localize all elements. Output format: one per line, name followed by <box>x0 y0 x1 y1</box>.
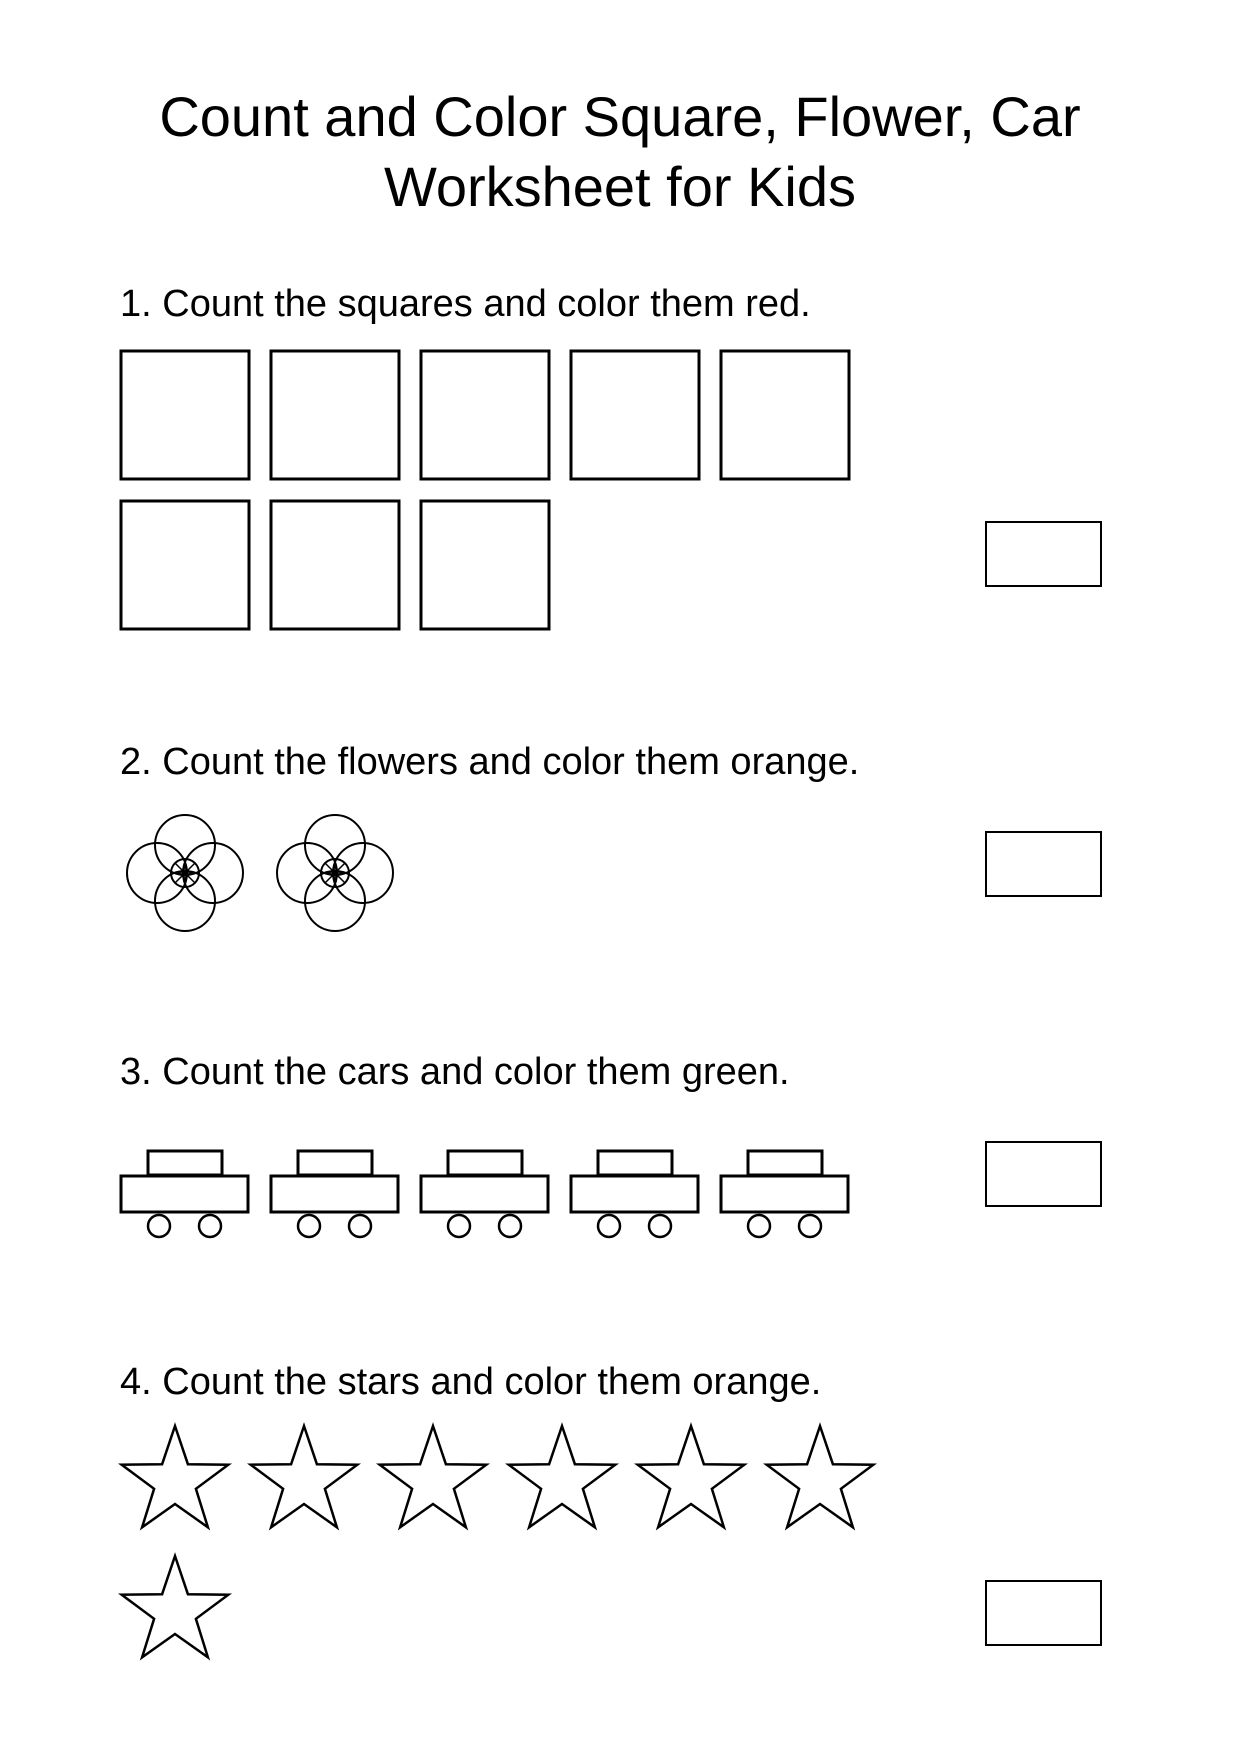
square-shape[interactable] <box>271 501 399 629</box>
square-shape[interactable] <box>721 351 849 479</box>
star-shape[interactable] <box>122 1556 229 1657</box>
question-1: 1. Count the squares and color them red. <box>120 283 811 325</box>
question-2: 2. Count the flowers and color them orange. <box>120 741 860 783</box>
car-shape[interactable] <box>571 1151 698 1237</box>
flower-shape[interactable] <box>127 815 243 931</box>
car-shape[interactable] <box>121 1151 248 1237</box>
star-shape[interactable] <box>380 1426 487 1527</box>
square-shape[interactable] <box>421 351 549 479</box>
question-4: 4. Count the stars and color them orange. <box>120 1361 822 1403</box>
square-shape[interactable] <box>121 351 249 479</box>
square-shape[interactable] <box>421 501 549 629</box>
star-shape[interactable] <box>509 1426 616 1527</box>
square-shape[interactable] <box>271 351 399 479</box>
car-shape[interactable] <box>421 1151 548 1237</box>
car-shape[interactable] <box>271 1151 398 1237</box>
star-shape[interactable] <box>251 1426 358 1527</box>
star-shape[interactable] <box>122 1426 229 1527</box>
car-shape[interactable] <box>721 1151 848 1237</box>
star-shape[interactable] <box>638 1426 745 1527</box>
title-line-1: Count and Color Square, Flower, Car <box>159 85 1081 148</box>
star-shape[interactable] <box>767 1426 874 1527</box>
flower-shape[interactable] <box>277 815 393 931</box>
question-3: 3. Count the cars and color them green. <box>120 1051 790 1093</box>
square-shape[interactable] <box>121 501 249 629</box>
title-line-2: Worksheet for Kids <box>383 155 857 218</box>
square-shape[interactable] <box>571 351 699 479</box>
